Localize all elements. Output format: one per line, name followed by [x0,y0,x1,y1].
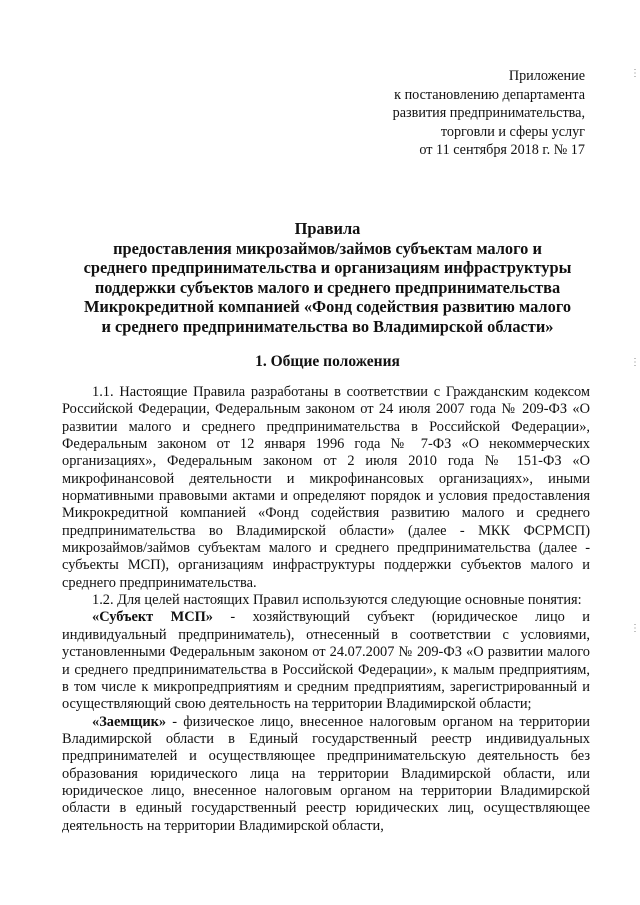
title-line: и среднего предпринимательства во Владимирской области» [101,316,554,336]
appendix-line: к постановлению департамента [394,86,585,103]
document-body [62,384,590,835]
paragraph-1-2: 1.2. Для целей настоящих Правил используются следующие основные понятия: [92,592,582,609]
definition-subject-msp [62,609,590,713]
term-borrower: «Заемщик» [92,713,167,730]
definition-text: - хозяйствующий субъект (юридическое лицо и индивидуальный предприниматель), отнесенный в соответствии с условиями, установленными Федеральным законом от 24.07.2007 № 209-ФЗ «О развитии малого и среднего предпринимательства в Российской Федерации», к малым предприятиям, в том числе к микропредприятиям и средним предприятиям, зарегистрированный и осуществляющий свою деятельность на территории Владимирской области; [62,609,590,713]
margin-scan-mark: ⋮ [630,623,640,634]
title-line: среднего предпринимательства и организациям инфраструктуры [83,258,572,278]
title-line: Правила [294,219,361,238]
margin-scan-mark: ⋮ [630,68,640,79]
margin-scan-mark: ⋮ [630,357,640,368]
appendix-line: торговли и сферы услуг [440,123,585,140]
appendix-line: развития предпринимательства, [392,105,585,121]
appendix-block [265,67,585,160]
appendix-line: Приложение [508,68,585,84]
term-subject-msp: «Субъект МСП» [92,609,213,626]
definition-text: - физическое лицо, внесенное налоговым органом на территории Владимирской области в Единый государственный реестр индивидуальных предпринимателей и осуществляющее предпринимательскую деятельность без образования юридического лица на территории Владимирской области, или юридическое лицо, внесенное налоговым органом на территории Владимирской области в единый государственный реестр юридических лиц, осуществляющее деятельность на территории Владимирской области, [62,713,590,834]
title-line: Микрокредитной компанией «Фонд содействия развитию малого [83,297,572,317]
document-title [55,219,600,337]
section-heading: 1. Общие положения [255,353,400,370]
definition-borrower [62,714,590,835]
paragraph-1-1: 1.1. Настоящие Правила разработаны в соответствии с Гражданским кодексом Российской Федерации, Федеральным законом от 24 июля 2007 года № 209-ФЗ «О развитии малого и среднего предпринимательства в Российской Федерации», Федеральным законом от 12 января 1996 года № 7-ФЗ «О некоммерческих организациях», Федеральным законом от 2 июля 2010 года № 151-ФЗ «О микрофинансовой деятельности и микрофинансовых организациях», иными нормативными правовыми актами и определяют порядок и условия предоставления Микрокредитной компанией «Фонд содействия развитию малого и среднего предпринимательства во Владимирской области» (далее - МКК ФСРМСП) микрозаймов/займов субъектам малого и среднего предпринимательства (далее - субъекты МСП), организациям инфраструктуры поддержки субъектов малого и среднего предпринимательства. [62,384,590,591]
title-line: предоставления микрозаймов/займов субъектам малого и [113,238,542,258]
title-line: поддержки субъектов малого и среднего предпринимательства [94,277,561,297]
appendix-line: от 11 сентября 2018 г. № 17 [419,142,585,158]
